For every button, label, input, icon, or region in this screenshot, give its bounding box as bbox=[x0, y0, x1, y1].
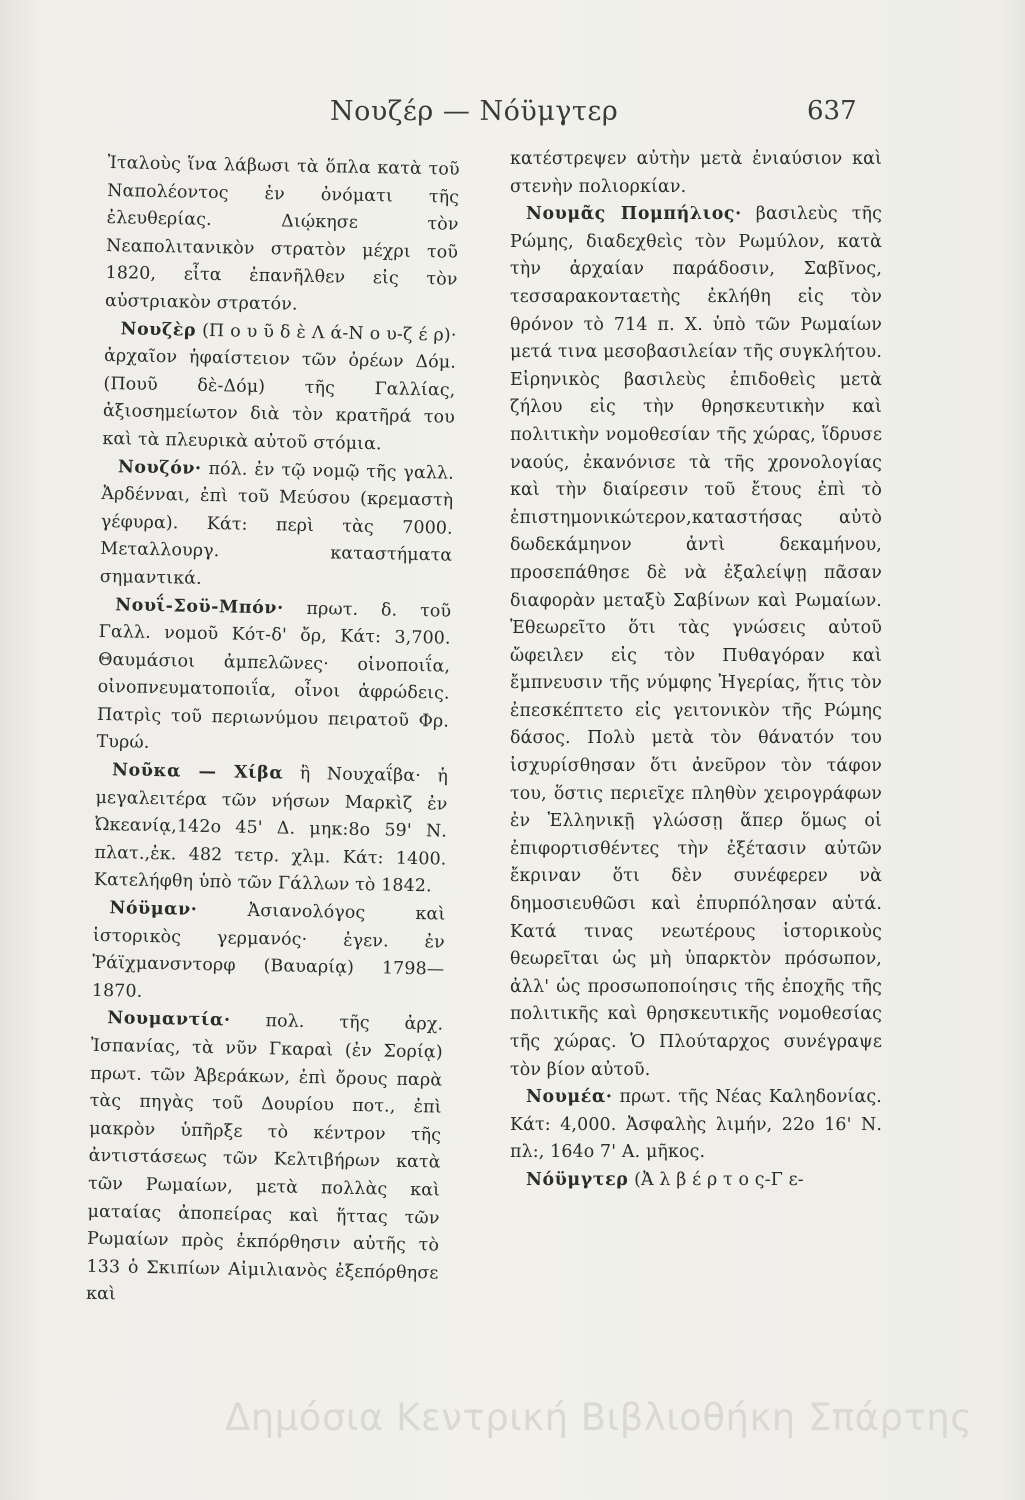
entry-headword: Νουμέα· bbox=[526, 1087, 613, 1108]
entry-text: πρωτ. τῆς Νέας Καληδονίας. Κάτ: 4,000. Ἀσφαλὴς λιμήν, 22ο 16' Ν. πλ:, 164ο 7' Α. μῆκος. bbox=[510, 1087, 882, 1163]
left-column bbox=[86, 150, 460, 1315]
dictionary-entry bbox=[92, 895, 446, 1012]
entry-text: (Ἀ λ β έ ρ τ ο ς-Γ ε- bbox=[634, 1169, 804, 1190]
entry-headword: Νοῦκα — Χίβα bbox=[111, 760, 284, 784]
entry-text: κατέστρεψεν αὐτὴν μετὰ ἐνιαύσιον καὶ στενὴν πολιορκίαν. bbox=[510, 149, 882, 197]
running-title: Νουζέρ — Νόϋμγτερ bbox=[330, 96, 619, 127]
entry-headword: Νουμᾶς Πομπήλιος· bbox=[526, 204, 742, 225]
entry-text: ἢ Νουχαΐβα· ἡ μεγαλειτέρα τῶν νήσων Μαρκὶζ ἐν Ὠκεανίᾳ,142ο 45' Δ. μηκ:8ο 59' Ν. πλατ.,ἐκ. 482 τετρ. χλμ. Κάτ: 1400. Κατελήφθη ὑπὸ τῶν Γάλλων τὸ 1842. bbox=[93, 763, 449, 897]
entry-headword: Νουζὲρ bbox=[120, 318, 197, 341]
entry-headword: Νουΐ-Σοϋ-Μπόν· bbox=[115, 594, 284, 618]
entry-text: (Π ο υ ῦ δ ὲ Λ ά-Ν ο υ-ζ έ ρ)· ἀρχαῖον ἡφαίστειον τῶν ὀρέων Δόμ. (Πουῦ δὲ-Δόμ) τῆς Γαλλίας, ἀξιοσημείωτον διὰ τὸν κρατῆρά του καὶ τὰ πλευρικὰ αὐτοῦ στόμια. bbox=[102, 320, 457, 455]
library-watermark: Δημόσια Κεντρική Βιβλιοθήκη Σπάρτης bbox=[225, 1396, 973, 1439]
dictionary-entry bbox=[94, 757, 449, 902]
entry-headword: Νόϋμγτερ bbox=[526, 1169, 629, 1190]
dictionary-entry bbox=[510, 146, 882, 201]
dictionary-entry bbox=[96, 591, 451, 763]
entry-text: Ἀσιανολόγος καὶ ἱστορικὸς γερμανός· ἐγεν. ἐν Ῥάϊχμανσντορφ (Βαυαρίᾳ) 1798—1870. bbox=[91, 900, 446, 1002]
entry-text: Ἰταλοὺς ἵνα λάβωσι τὰ ὅπλα κατὰ τοῦ Ναπολέοντος ἐν ὀνόματι τῆς ἐλευθερίας. Διῴκησε τὸν Νεαπολιτανικὸν στρατὸν μέχρι τοῦ 1820, εἶτα ἐπανῆλθεν εἰς τὸν αὐστριακὸν στρατόν. bbox=[104, 152, 460, 315]
dictionary-entry bbox=[86, 1005, 444, 1315]
dictionary-entry bbox=[105, 150, 460, 322]
entry-text: πόλ. ἐν τῷ νομῷ τῆς γαλλ. Ἀρδένναι, ἐπὶ τοῦ Μεύσου (κρεμαστὴ γέφυρα). Κάτ: περὶ τὰς 7000. Μεταλλουργ. καταστήματα σημαντικά. bbox=[99, 458, 455, 589]
dictionary-entry bbox=[510, 1084, 882, 1167]
dictionary-entry bbox=[510, 1167, 882, 1195]
page-header bbox=[330, 96, 890, 136]
right-column bbox=[510, 146, 882, 1195]
entry-headword: Νουμαντία· bbox=[107, 1008, 231, 1031]
entry-text: πρωτ. δ. τοῦ Γαλλ. νομοῦ Κότ-δ' ὄρ, Κάτ: 3,700. Θαυμάσιοι ἀμπελῶνες· οἰνοποιΐα, οἰνοπνευματοποιΐα, οἶνοι ἀφρώδεις. Πατρὶς τοῦ περιωνύμου πειρατοῦ Φρ. Τυρώ. bbox=[96, 598, 452, 754]
page-number: 637 bbox=[807, 96, 857, 126]
dictionary-entry bbox=[102, 316, 457, 461]
entry-text: βασιλεὺς τῆς Ρώμης, διαδεχθεὶς τὸν Ρωμύλον, κατὰ τὴν ἀρχαίαν παράδοσιν, Σαβῖνος, τεσσαρακονταετὴς ἐκλήθη εἰς τὸν θρόνον τὸ 714 π. Χ. ὑπὸ τῶν Ρωμαίων μετά τινα μεσοβασιλείαν τῆς συγκλήτου. Εἰρηνικὸς βασιλεὺς ἐπιδοθεὶς μετὰ ζήλου εἰς τὴν θρησκευτικὴν καὶ πολιτικὴν νομοθεσίαν τῆς χώρας, ἵδρυσε ναούς, ἐκανόνισε τὰ τῆς χρονολογίας καὶ τὴν διαίρεσιν τοῦ ἔτους ἐπὶ τὸ ἐπιστημονικώτερον,καταστήσας αὐτὸ δωδεκάμηνον ἀντὶ δεκαμήνου, προσεπάθησε δὲ νὰ ἐξαλείψῃ πᾶσαν διαφορὰν μεταξὺ Σαβίνων καὶ Ρωμαίων. Ἐθεωρεῖτο ὅτι τὰς γνώσεις αὐτοῦ ὤφειλεν εἰς τὸν Πυθαγόραν καὶ ἔμπνευσιν τῆς νύμφης Ἠγερίας, ἥτις τὸν ἐπεσκέπτετο εἰς γειτονικὸν τῆς Ρώμης δάσος. Πολὺ μετὰ τὸν θάνατόν του ἰσχυρίσθησαν ὅτι ἀνεῦρον τὸν τάφον του, ὅστις περιεῖχε πληθὺν χειρογράφων ἐν Ἑλληνικῇ γλώσσῃ ἅπερ ὅμως οἱ ἐπιφορτισθέντες τὴν ἐξέτασιν αὐτῶν ἔκριναν ὅτι δὲν συνέφερεν νὰ δημοσιευθῶσι καὶ ἐπυρπόλησαν αὐτά. Κατά τινας νεωτέρους ἱστορικοὺς θεωρεῖται ὡς μὴ ὑπαρκτὸν πρόσωπον, ἀλλ' ὡς προσωποποίησις τῆς ἐποχῆς τῆς πολιτικῆς καὶ θρησκευτικῆς νομοθεσίας τῆς χώρας. Ὁ Πλούταρχος συνέγραψε τὸν βίον αὐτοῦ. bbox=[510, 204, 882, 1080]
dictionary-entry bbox=[510, 201, 882, 1084]
dictionary-entry bbox=[100, 453, 455, 598]
entry-text: πολ. τῆς ἀρχ. Ἰσπανίας, τὰ νῦν Γκαραὶ (ἐν Σορίᾳ) πρωτ. τῶν Ἀβεράκων, ἐπὶ ὄρους παρὰ τὰς πηγὰς τοῦ Δουρίου ποτ., ἐπὶ μακρὸν ὑπῆρξε τὸ κέντρον τῆς ἀντιστάσεως τῶν Κελτιβήρων κατὰ τῶν Ρωμαίων, μετὰ πολλὰς καὶ ματαίας ἀποπείρας καὶ ἥττας τῶν Ρωμαίων πρὸς ἐκπόρθησιν αὐτῆς τὸ 133 ὁ Σκιπίων Αἰμιλιανὸς ἐξεπόρθησε καὶ bbox=[85, 1011, 444, 1305]
entry-headword: Νόϋμαν· bbox=[109, 898, 198, 920]
entry-headword: Νουζόν· bbox=[117, 456, 202, 479]
